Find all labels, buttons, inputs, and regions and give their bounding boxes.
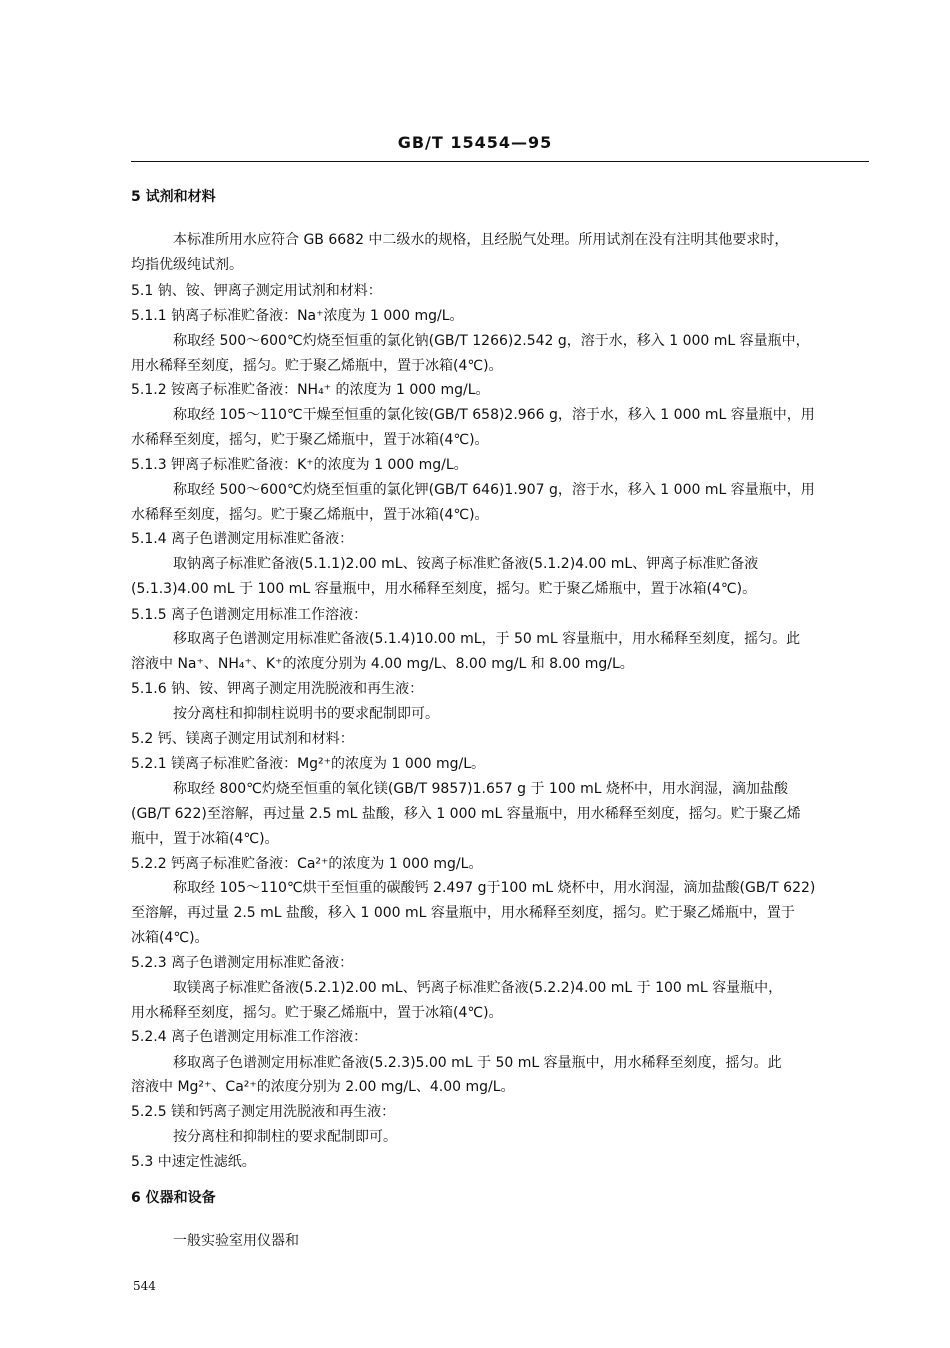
paragraph-line: 称取经 105～110℃烘干至恒重的碳酸钙 2.497 g于100 mL 烧杯中，用水润湿，滴加盐酸(GB/T 622) [173,880,816,896]
clause-heading: 5.1.2 铵离子标准贮备液：NH₄⁺ 的浓度为 1 000 mg/L。 [131,382,490,398]
header-rule [131,161,869,162]
paragraph-line: 移取离子色谱测定用标准贮备液(5.1.4)10.00 mL，于 50 mL 容量瓶中，用水稀释至刻度，摇匀。此 [173,631,801,647]
paragraph-line: 水稀释至刻度，摇匀，贮于聚乙烯瓶中，置于冰箱(4℃)。 [131,432,489,448]
paragraph-line: 瓶中，置于冰箱(4℃)。 [131,831,279,847]
paragraph-line: 溶液中 Mg²⁺、Ca²⁺的浓度分别为 2.00 mg/L、4.00 mg/L。 [131,1079,515,1095]
paragraph-line: 移取离子色谱测定用标准贮备液(5.2.3)5.00 mL 于 50 mL 容量瓶中，用水稀释至刻度，摇匀。此 [173,1055,782,1071]
clause-heading: 5.1 钠、铵、钾离子测定用试剂和材料： [131,283,382,299]
paragraph-line: 称取经 500～600℃灼烧至恒重的氯化钾(GB/T 646)1.907 g，溶于水，移入 1 000 mL 容量瓶中，用 [173,482,815,498]
section-heading: 6 仪器和设备 [131,1190,216,1206]
paragraph-line: (GB/T 622)至溶解，再过量 2.5 mL 盐酸，移入 1 000 mL 容量瓶中，用水稀释至刻度，摇匀。贮于聚乙烯 [131,806,801,822]
paragraph-line: 称取经 800℃灼烧至恒重的氧化镁(GB/T 9857)1.657 g 于 100 mL 烧杯中，用水润湿，滴加盐酸 [173,781,788,797]
paragraph-line: 本标准所用水应符合 GB 6682 中二级水的规格，且经脱气处理。所用试剂在没有注明其他要求时， [173,232,789,248]
clause-heading: 5.2.4 离子色谱测定用标准工作溶液： [131,1029,368,1045]
paragraph-line: 用水稀释至刻度，摇匀。贮于聚乙烯瓶中，置于冰箱(4℃)。 [131,358,503,374]
paragraph-line: 用水稀释至刻度，摇匀。贮于聚乙烯瓶中，置于冰箱(4℃)。 [131,1005,503,1021]
clause-heading: 5.1.6 钠、铵、钾离子测定用洗脱液和再生液： [131,681,424,697]
paragraph-line: 水稀释至刻度，摇匀。贮于聚乙烯瓶中，置于冰箱(4℃)。 [131,507,489,523]
paragraph-line: 取钠离子标准贮备液(5.1.1)2.00 mL、铵离子标准贮备液(5.1.2)4.00 mL、钾离子标准贮备液 [173,556,759,572]
document-header: GB/T 15454—95 [397,133,553,152]
clause-heading: 5.1.5 离子色谱测定用标准工作溶液： [131,607,368,623]
paragraph-line: 一般实验室用仪器和 [173,1233,299,1249]
paragraph-line: 称取经 105～110℃干燥至恒重的氯化铵(GB/T 658)2.966 g，溶于水，移入 1 000 mL 容量瓶中，用 [173,407,815,423]
page-number: 544 [133,1279,156,1293]
clause-heading: 5.2 钙、镁离子测定用试剂和材料： [131,731,354,747]
paragraph-line: (5.1.3)4.00 mL 于 100 mL 容量瓶中，用水稀释至刻度，摇匀。贮于聚乙烯瓶中，置于冰箱(4℃)。 [131,581,757,597]
clause-heading: 5.2.1 镁离子标准贮备液：Mg²⁺的浓度为 1 000 mg/L。 [131,756,486,772]
section-heading: 5 试剂和材料 [131,189,216,205]
paragraph-line: 冰箱(4℃)。 [131,930,209,946]
paragraph-line: 按分离柱和抑制柱说明书的要求配制即可。 [173,706,439,722]
clause-heading: 5.3 中速定性滤纸。 [131,1154,256,1170]
clause-heading: 5.1.1 钠离子标准贮备液：Na⁺浓度为 1 000 mg/L。 [131,308,464,324]
paragraph-line: 取镁离子标准贮备液(5.2.1)2.00 mL、钙离子标准贮备液(5.2.2)4.00 mL 于 100 mL 容量瓶中， [173,980,783,996]
clause-heading: 5.1.3 钾离子标准贮备液：K⁺的浓度为 1 000 mg/L。 [131,457,468,473]
paragraph-line: 溶液中 Na⁺、NH₄⁺、K⁺的浓度分别为 4.00 mg/L、8.00 mg/L 和 8.00 mg/L。 [131,656,634,672]
clause-heading: 5.2.5 镁和钙离子测定用洗脱液和再生液： [131,1104,396,1120]
paragraph-line: 至溶解，再过量 2.5 mL 盐酸，移入 1 000 mL 容量瓶中，用水稀释至刻度，摇匀。贮于聚乙烯瓶中，置于 [131,905,795,921]
paragraph-line: 称取经 500～600℃灼烧至恒重的氯化钠(GB/T 1266)2.542 g，溶于水，移入 1 000 mL 容量瓶中， [173,333,810,349]
paragraph-line: 按分离柱和抑制柱的要求配制即可。 [173,1129,397,1145]
paragraph-line: 均指优级纯试剂。 [131,257,243,273]
clause-heading: 5.2.3 离子色谱测定用标准贮备液： [131,955,354,971]
clause-heading: 5.1.4 离子色谱测定用标准贮备液： [131,531,354,547]
clause-heading: 5.2.2 钙离子标准贮备液：Ca²⁺的浓度为 1 000 mg/L。 [131,856,483,872]
